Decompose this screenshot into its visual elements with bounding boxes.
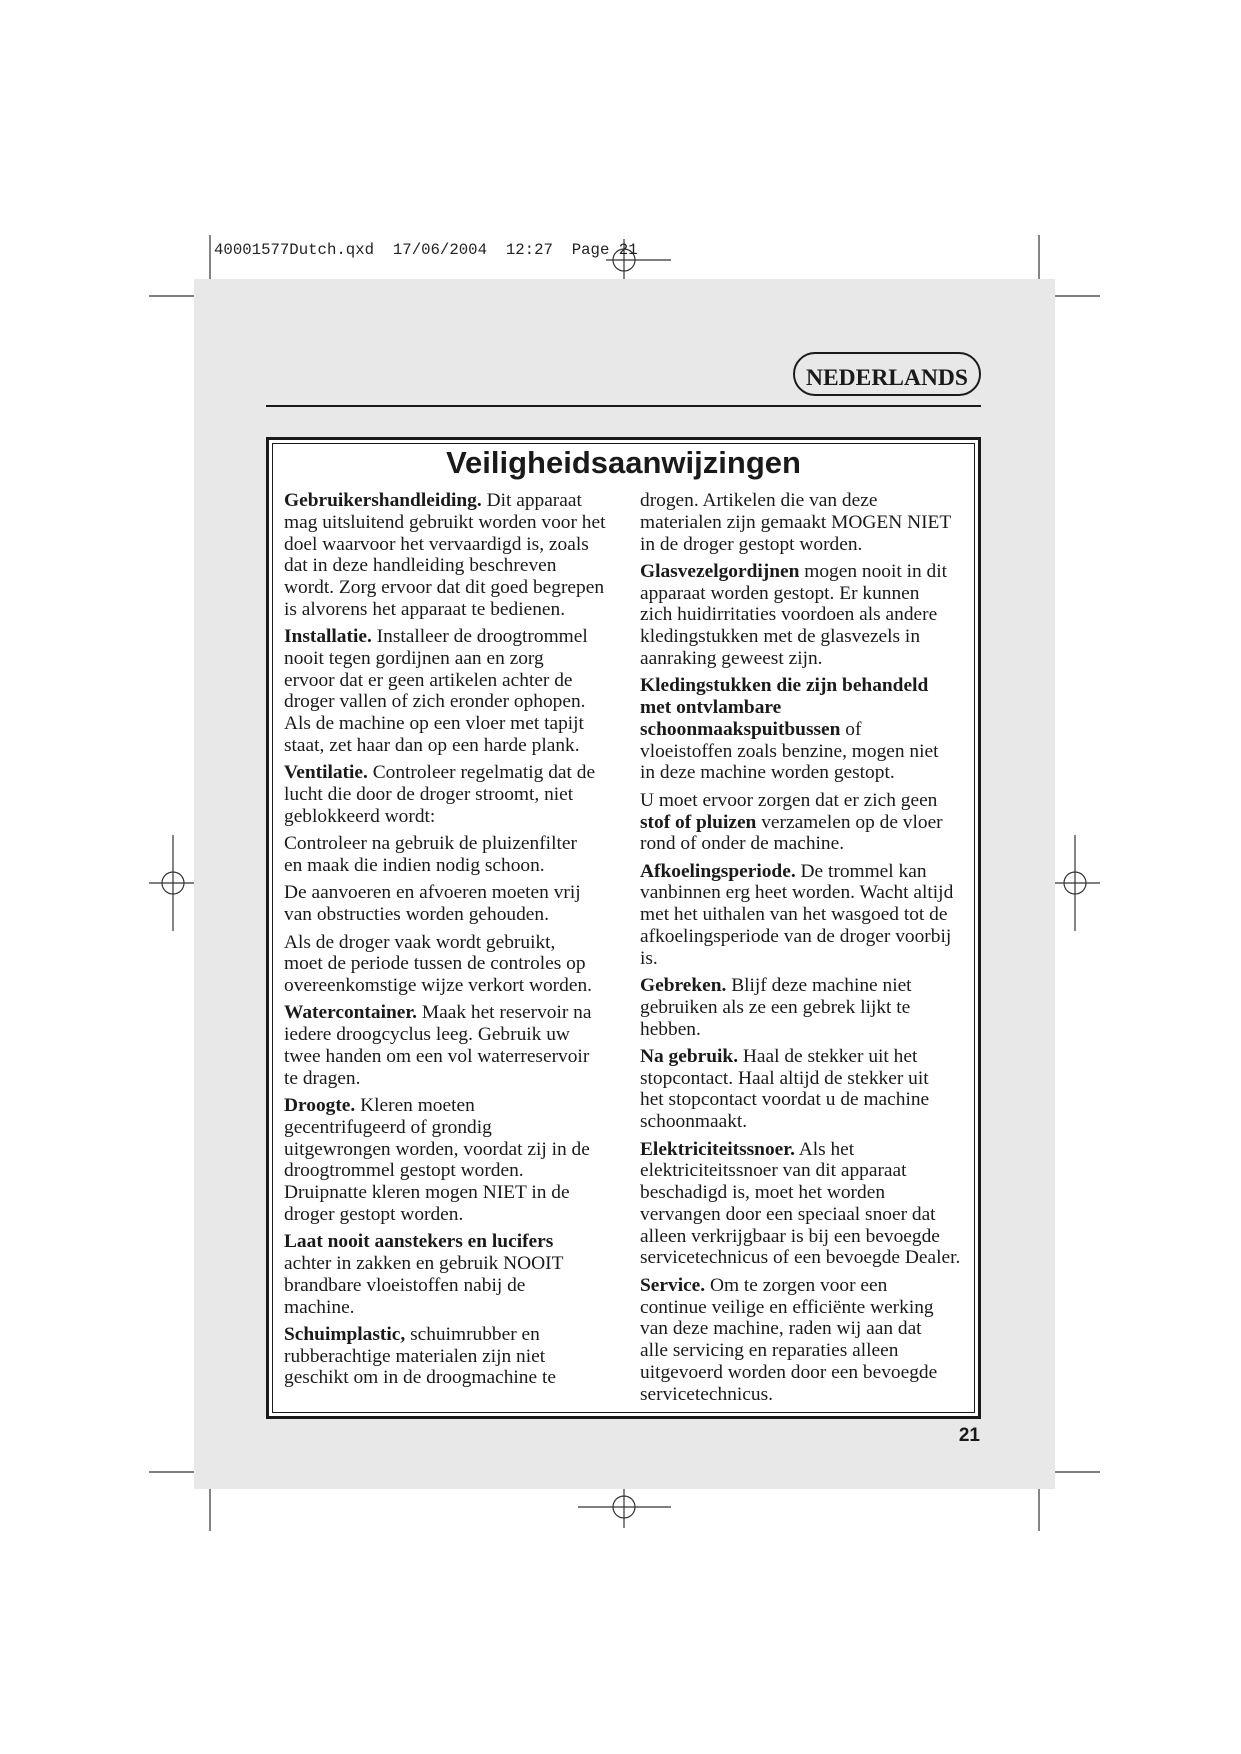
registration-mark-bottom-icon <box>578 1487 671 1528</box>
paragraph-heading: Droogte. <box>284 1095 356 1117</box>
safety-paragraph <box>284 1002 624 1089</box>
paragraph-text: De trommel kan vanbinnen erg heet worden. Wacht altijd met het uithalen van het wasgoed tot de afkoelingsperiode van de droger voorbij is. <box>640 860 954 969</box>
safety-paragraph <box>640 675 980 784</box>
paragraph-heading: Ventilatie. <box>284 762 368 784</box>
header-rule <box>266 405 981 407</box>
paragraph-text: Kleren moeten gecentrifugeerd of grondig uitgewrongen worden, voordat zij in de droogtrommel gestopt worden. Druipnatte kleren mogen NIET in de droger gestopt worden. <box>284 1095 590 1225</box>
safety-paragraph <box>284 626 624 757</box>
paragraph-text: Haal de stekker uit het stopcontact. Haal altijd de stekker uit het stopcontact voordat u de machine schoonmaakt. <box>640 1045 930 1133</box>
safety-paragraph <box>284 1095 624 1226</box>
paragraph-heading: Afkoelingsperiode. <box>640 860 796 882</box>
paragraph-text: Als het elektriciteitssnoer van dit apparaat beschadigd is, moet het worden vervangen door een speciaal snoer dat alleen verkrijgbaar is bij een bevoegde servicetechnicus of een bevoegde Dealer. <box>640 1138 961 1269</box>
page-number: 21 <box>958 1425 980 1446</box>
page-title: Veiligheidsaanwijzingen <box>446 445 801 480</box>
paragraph-text: Maak het reservoir na iedere droogcyclus leeg. Gebruik uw twee handen om een vol waterreservoir te dragen. <box>284 1002 592 1089</box>
paragraph-text: drogen. Artikelen die van deze materialen zijn gemaakt MOGEN NIET in de droger gestopt worden. <box>640 490 952 555</box>
language-tab <box>793 352 981 396</box>
paragraph-text: Dit apparaat mag uitsluitend gebruikt worden voor het doel waarvoor het vervaardigd is, zoals dat in deze handleiding beschreven wordt. Zorg ervoor dat dit goed begrepen is alvorens het apparaat te bedienen. <box>284 490 606 620</box>
safety-paragraph <box>640 861 980 970</box>
paragraph-text: of vloeistoffen zoals benzine, mogen niet in deze machine worden gestopt. <box>640 718 939 784</box>
paragraph-heading: Na gebruik. <box>640 1045 739 1067</box>
safety-paragraph <box>284 762 624 827</box>
safety-paragraph <box>284 1324 624 1389</box>
paragraph-text: Controleer regelmatig dat de lucht die door de droger stroomt, niet geblokkeerd wordt: <box>284 762 596 827</box>
paragraph-text: achter in zakken en gebruik NOOIT brandbare vloeistoffen nabij de machine. <box>284 1253 564 1318</box>
text-column-left <box>284 490 624 1395</box>
safety-paragraph <box>284 882 624 926</box>
safety-paragraph <box>284 833 624 877</box>
paragraph-text: Controleer na gebruik de pluizenfilter en maak die indien nodig schoon. <box>284 833 577 877</box>
paragraph-heading: Glasvezelgordijnen <box>640 560 800 582</box>
safety-paragraph <box>640 490 980 555</box>
paragraph-text: mogen nooit in dit apparaat worden gestopt. Er kunnen zich huidirritaties voordoen als andere kledingstukken met de glasvezels in aanraking geweest zijn. <box>640 560 948 669</box>
paragraph-heading: Gebruikershandleiding. <box>284 490 482 511</box>
paragraph-heading: Gebreken. <box>640 975 727 997</box>
safety-paragraph <box>640 1275 980 1406</box>
language-tab-label: NEDERLANDS <box>806 365 968 391</box>
safety-paragraph <box>640 1139 980 1270</box>
paragraph-heading: Laat nooit aanstekers en lucifers <box>284 1231 554 1253</box>
safety-paragraph <box>284 490 624 621</box>
safety-paragraph <box>284 932 624 997</box>
paragraph-text: Als de droger vaak wordt gebruikt, moet de periode tussen de controles op overeenkomstige wijze verkort worden. <box>284 931 592 997</box>
registration-mark-right-icon <box>1051 835 1100 931</box>
print-slug-line: 40001577Dutch.qxd 17/06/2004 12:27 Page 21 <box>214 241 638 259</box>
paragraph-heading: Kledingstukken die zijn behandeld met ontvlambare schoonmaakspuitbussen <box>640 675 929 740</box>
paragraph-text: Installeer de droogtrommel nooit tegen gordijnen aan en zorg ervoor dat er geen artikelen achter de droger vallen of zich eronder ophopen. Als de machine op een vloer met tapijt staat, zet haar dan op een harde plank. <box>284 626 588 757</box>
safety-paragraph <box>640 561 980 670</box>
safety-paragraph <box>284 1231 624 1318</box>
paragraph-heading: Installatie. <box>284 626 372 648</box>
safety-paragraph <box>640 1046 980 1133</box>
safety-paragraph <box>640 975 980 1040</box>
paragraph-text: De aanvoeren en afvoeren moeten vrij van obstructies worden gehouden. <box>284 882 581 926</box>
paragraph-text: Om te zorgen voor een continue veilige en efficiënte werking van deze machine, raden wij aan dat alle servicing en reparaties alleen uitgevoerd worden door een bevoegde servicetechnicus. <box>640 1274 938 1405</box>
paragraph-heading: Service. <box>640 1274 706 1296</box>
text-column-right <box>640 490 980 1411</box>
paragraph-heading: Watercontainer. <box>284 1002 418 1024</box>
paragraph-text: verzamelen op de vloer rond of onder de machine. <box>640 811 943 855</box>
paragraph-text: U moet ervoor zorgen dat er zich geen <box>640 789 938 811</box>
paragraph-heading: Elektriciteitssnoer. <box>640 1138 795 1160</box>
registration-mark-left-icon <box>149 835 197 931</box>
paragraph-heading: Schuimplastic, <box>284 1323 406 1345</box>
paragraph-text: schuimrubber en rubberachtige materialen zijn niet geschikt om in de droogmachine te <box>284 1323 556 1389</box>
paragraph-text: Blijf deze machine niet gebruiken als ze een gebrek lijkt te hebben. <box>640 975 912 1040</box>
paragraph-heading: stof of pluizen <box>640 811 757 833</box>
safety-paragraph <box>640 790 980 855</box>
